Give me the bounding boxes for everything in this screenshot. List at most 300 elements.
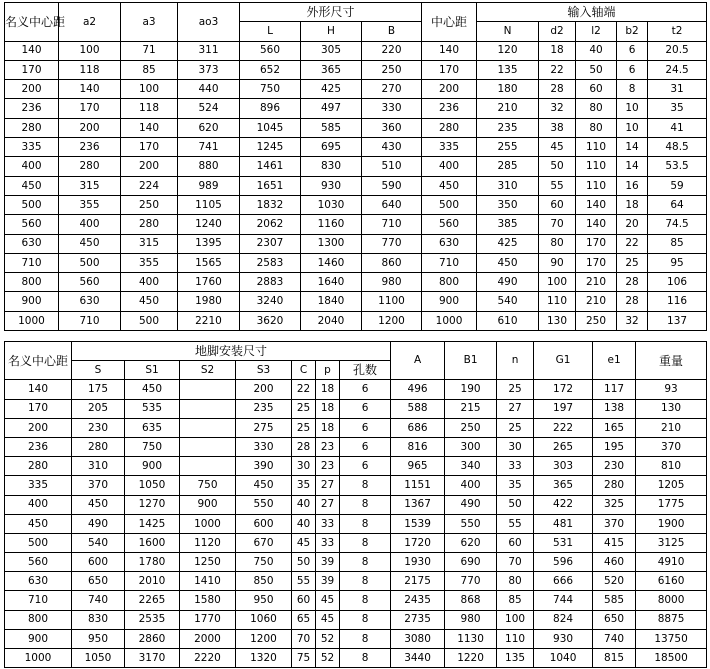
table-cell: 210 [477, 99, 539, 118]
table-cell: 27 [497, 399, 534, 418]
table-cell: 630 [5, 572, 72, 591]
table-cell: 1580 [180, 591, 236, 610]
table-cell: 2000 [180, 629, 236, 648]
table-cell: 170 [5, 60, 59, 79]
table-cell: 900 [125, 457, 180, 476]
table-cell: 235 [236, 399, 292, 418]
table-cell: 400 [121, 273, 178, 292]
table-cell: 1461 [240, 157, 301, 176]
table-cell: 490 [445, 495, 497, 514]
table-cell: 39 [316, 553, 340, 572]
table-row [5, 138, 707, 157]
table-cell: 280 [593, 476, 636, 495]
header-hole-count: 孔数 [340, 361, 391, 380]
table-cell: 255 [477, 138, 539, 157]
table-cell: 65 [292, 610, 316, 629]
table-cell: 8 [340, 591, 391, 610]
table-cell: 365 [301, 60, 362, 79]
table-cell: 1720 [391, 533, 445, 552]
table-row [5, 253, 707, 272]
table-cell: 197 [534, 399, 593, 418]
table-row [5, 476, 707, 495]
table-cell: 2883 [240, 273, 301, 292]
table-cell: 868 [445, 591, 497, 610]
table-cell: 370 [636, 437, 707, 456]
table-cell: 59 [648, 176, 707, 195]
table-cell: 630 [59, 292, 121, 311]
table-cell: 2735 [391, 610, 445, 629]
table-cell: 2265 [125, 591, 180, 610]
table-cell: 650 [593, 610, 636, 629]
table-cell: 70 [539, 215, 576, 234]
table-cell: 118 [121, 99, 178, 118]
table-cell: 8 [340, 629, 391, 648]
table-cell: 1770 [180, 610, 236, 629]
table-cell: 200 [5, 418, 72, 437]
table-cell: 1160 [301, 215, 362, 234]
table-row [5, 399, 707, 418]
table-cell: 8 [340, 649, 391, 668]
table-cell: 640 [362, 195, 422, 214]
header-S1: S1 [125, 361, 180, 380]
table-cell: 425 [301, 80, 362, 99]
table-cell: 18 [316, 418, 340, 437]
table-cell: 135 [497, 649, 534, 668]
table-cell: 2175 [391, 572, 445, 591]
table-cell: 100 [59, 41, 121, 60]
table-cell: 285 [477, 157, 539, 176]
table-cell: 74.5 [648, 215, 707, 234]
header-a2: a2 [59, 3, 121, 42]
table-cell: 80 [497, 572, 534, 591]
table-cell: 400 [5, 157, 59, 176]
table-cell: 33 [497, 457, 534, 476]
table-cell: 110 [576, 138, 617, 157]
table-cell: 360 [362, 118, 422, 137]
table-cell: 3240 [240, 292, 301, 311]
table-cell: 550 [445, 514, 497, 533]
table-cell: 400 [445, 476, 497, 495]
outline-table-body [5, 41, 707, 330]
table-cell: 422 [534, 495, 593, 514]
table-cell: 110 [576, 176, 617, 195]
table-cell: 400 [422, 157, 477, 176]
header-S3: S3 [236, 361, 292, 380]
table-cell: 610 [477, 311, 539, 330]
table-cell: 110 [539, 292, 576, 311]
table-cell: 585 [593, 591, 636, 610]
table-cell: 496 [391, 380, 445, 399]
table-cell: 140 [5, 41, 59, 60]
table-row [5, 41, 707, 60]
table-cell: 85 [648, 234, 707, 253]
table-cell: 27 [316, 495, 340, 514]
table-cell: 1050 [125, 476, 180, 495]
table-cell: 1240 [178, 215, 240, 234]
table-cell: 670 [236, 533, 292, 552]
table-cell: 1780 [125, 553, 180, 572]
table-cell: 1410 [180, 572, 236, 591]
table-cell: 195 [593, 437, 636, 456]
table-cell: 490 [72, 514, 125, 533]
table-cell: 900 [422, 292, 477, 311]
table-cell: 110 [576, 157, 617, 176]
table-cell: 500 [59, 253, 121, 272]
table-cell: 305 [301, 41, 362, 60]
table-cell: 800 [5, 273, 59, 292]
table-cell: 130 [636, 399, 707, 418]
table-cell: 450 [5, 176, 59, 195]
table-cell: 2535 [125, 610, 180, 629]
table-cell: 950 [72, 629, 125, 648]
table-cell: 1425 [125, 514, 180, 533]
table-cell: 14 [617, 138, 648, 157]
table-cell: 28 [617, 273, 648, 292]
table-row [5, 629, 707, 648]
table-cell: 116 [648, 292, 707, 311]
table-cell: 3440 [391, 649, 445, 668]
table-cell: 2860 [125, 629, 180, 648]
table-cell: 18 [316, 380, 340, 399]
table-cell: 25 [292, 418, 316, 437]
table-cell: 200 [121, 157, 178, 176]
table-cell: 8 [340, 495, 391, 514]
table-cell: 900 [5, 629, 72, 648]
table-cell: 500 [5, 195, 59, 214]
header-S2: S2 [180, 361, 236, 380]
table-cell: 140 [422, 41, 477, 60]
table-cell: 630 [422, 234, 477, 253]
table-cell: 355 [121, 253, 178, 272]
table-cell: 80 [576, 118, 617, 137]
table-cell: 8 [617, 80, 648, 99]
table-cell: 110 [497, 629, 534, 648]
table-cell: 13750 [636, 629, 707, 648]
table-cell: 236 [5, 437, 72, 456]
table-cell: 230 [593, 457, 636, 476]
table-cell: 20.5 [648, 41, 707, 60]
table-cell: 100 [497, 610, 534, 629]
table-cell: 60 [539, 195, 576, 214]
table-cell: 45 [539, 138, 576, 157]
table-cell: 800 [5, 610, 72, 629]
header-weight: 重量 [636, 342, 707, 380]
table-cell: 200 [5, 80, 59, 99]
table-row [5, 292, 707, 311]
table-cell: 45 [316, 610, 340, 629]
table-cell: 172 [534, 380, 593, 399]
table-cell: 1300 [301, 234, 362, 253]
table-cell: 666 [534, 572, 593, 591]
table-cell: 45 [316, 591, 340, 610]
table-cell: 311 [178, 41, 240, 60]
table-cell: 450 [121, 292, 178, 311]
table-cell: 930 [534, 629, 593, 648]
table-cell: 980 [445, 610, 497, 629]
table-cell: 310 [477, 176, 539, 195]
table-cell: 2010 [125, 572, 180, 591]
table-cell: 140 [576, 215, 617, 234]
table-cell: 750 [236, 553, 292, 572]
table-cell: 2435 [391, 591, 445, 610]
table-cell: 330 [236, 437, 292, 456]
table-cell: 250 [576, 311, 617, 330]
table-cell: 690 [445, 553, 497, 572]
table-cell: 524 [178, 99, 240, 118]
table-cell: 1205 [636, 476, 707, 495]
header-S: S [72, 361, 125, 380]
table-cell: 1395 [178, 234, 240, 253]
table-cell: 481 [534, 514, 593, 533]
table-cell: 60 [497, 533, 534, 552]
table-cell: 531 [534, 533, 593, 552]
table-cell: 300 [445, 437, 497, 456]
table-row [5, 572, 707, 591]
table-cell: 55 [292, 572, 316, 591]
table-cell: 710 [422, 253, 477, 272]
table-cell: 450 [5, 514, 72, 533]
table-cell: 710 [362, 215, 422, 234]
table-cell: 8 [340, 514, 391, 533]
table-cell: 1105 [178, 195, 240, 214]
table-cell: 600 [72, 553, 125, 572]
table-cell: 3080 [391, 629, 445, 648]
table-header-row [5, 342, 707, 361]
table-cell: 8 [340, 553, 391, 572]
table-cell: 32 [539, 99, 576, 118]
table-cell: 600 [236, 514, 292, 533]
table-cell: 1120 [180, 533, 236, 552]
table-row [5, 215, 707, 234]
table-cell: 880 [178, 157, 240, 176]
table-cell: 1060 [236, 610, 292, 629]
table-cell: 222 [534, 418, 593, 437]
table-cell: 824 [534, 610, 593, 629]
table-cell: 30 [292, 457, 316, 476]
table-cell: 896 [240, 99, 301, 118]
table-cell: 710 [59, 311, 121, 330]
table-cell: 1250 [180, 553, 236, 572]
table-cell: 385 [477, 215, 539, 234]
table-cell: 355 [59, 195, 121, 214]
table-cell: 50 [576, 60, 617, 79]
table-row [5, 553, 707, 572]
table-cell: 330 [362, 99, 422, 118]
table-cell: 750 [180, 476, 236, 495]
table-cell: 175 [72, 380, 125, 399]
table-row [5, 514, 707, 533]
table-cell: 450 [59, 234, 121, 253]
table-cell: 236 [422, 99, 477, 118]
table-cell: 22 [617, 234, 648, 253]
table-cell: 400 [5, 495, 72, 514]
table-cell: 33 [316, 514, 340, 533]
table-cell: 989 [178, 176, 240, 195]
table-cell: 50 [292, 553, 316, 572]
header-e1: e1 [593, 342, 636, 380]
table-cell: 95 [648, 253, 707, 272]
table-cell: 210 [636, 418, 707, 437]
table-cell: 45 [292, 533, 316, 552]
table-cell: 25 [617, 253, 648, 272]
table-row [5, 457, 707, 476]
table-cell: 1200 [236, 629, 292, 648]
table-cell: 10 [617, 118, 648, 137]
table-cell: 1245 [240, 138, 301, 157]
table-cell: 325 [593, 495, 636, 514]
table-cell: 41 [648, 118, 707, 137]
table-cell: 27 [316, 476, 340, 495]
table-cell: 22 [292, 380, 316, 399]
table-cell: 200 [422, 80, 477, 99]
table-cell: 744 [534, 591, 593, 610]
table-cell: 140 [59, 80, 121, 99]
table-cell: 450 [72, 495, 125, 514]
table-cell: 2583 [240, 253, 301, 272]
table-cell: 816 [391, 437, 445, 456]
table-cell: 930 [301, 176, 362, 195]
table-cell: 18 [539, 41, 576, 60]
table-row [5, 610, 707, 629]
table-cell: 6 [617, 60, 648, 79]
table-cell: 8 [340, 610, 391, 629]
table-cell: 16 [617, 176, 648, 195]
table-cell: 200 [59, 118, 121, 137]
table-cell: 1045 [240, 118, 301, 137]
table-row [5, 273, 707, 292]
table-row [5, 99, 707, 118]
table-cell: 695 [301, 138, 362, 157]
table-cell: 315 [59, 176, 121, 195]
table-cell: 215 [445, 399, 497, 418]
table-cell [180, 457, 236, 476]
table-cell: 3125 [636, 533, 707, 552]
table-cell: 22 [539, 60, 576, 79]
mounting-table-body [5, 380, 707, 668]
table-cell: 1760 [178, 273, 240, 292]
header-A: A [391, 342, 445, 380]
table-cell: 900 [5, 292, 59, 311]
table-row [5, 176, 707, 195]
table-cell: 1367 [391, 495, 445, 514]
header-G1: G1 [534, 342, 593, 380]
table-cell: 6160 [636, 572, 707, 591]
table-cell: 390 [236, 457, 292, 476]
table-cell: 540 [477, 292, 539, 311]
table-cell: 500 [121, 311, 178, 330]
table-cell: 860 [362, 253, 422, 272]
outline-dimensions-table [4, 2, 707, 331]
table-cell: 8 [340, 533, 391, 552]
table-cell: 1220 [445, 649, 497, 668]
table-cell: 80 [539, 234, 576, 253]
table-cell: 236 [5, 99, 59, 118]
header-outline-group: 外形尺寸 [240, 3, 422, 22]
table-cell: 450 [125, 380, 180, 399]
header-N: N [477, 22, 539, 41]
table-cell: 815 [593, 649, 636, 668]
table-cell: 280 [121, 215, 178, 234]
table-cell: 965 [391, 457, 445, 476]
table-cell: 585 [301, 118, 362, 137]
table-cell: 415 [593, 533, 636, 552]
table-cell: 165 [593, 418, 636, 437]
table-cell: 315 [121, 234, 178, 253]
table-cell: 170 [59, 99, 121, 118]
table-cell: 23 [316, 457, 340, 476]
table-cell: 340 [445, 457, 497, 476]
table-cell: 430 [362, 138, 422, 157]
table-cell: 106 [648, 273, 707, 292]
table-cell: 370 [593, 514, 636, 533]
table-cell: 32 [617, 311, 648, 330]
table-row [5, 437, 707, 456]
table-cell: 770 [362, 234, 422, 253]
table-row [5, 380, 707, 399]
table-cell: 1000 [5, 649, 72, 668]
table-cell: 1460 [301, 253, 362, 272]
header-center-distance-short: 中心距 [422, 3, 477, 42]
table-cell: 138 [593, 399, 636, 418]
table-cell: 35 [292, 476, 316, 495]
table-cell: 10 [617, 99, 648, 118]
table-cell: 48.5 [648, 138, 707, 157]
table-cell: 118 [59, 60, 121, 79]
table-cell: 540 [72, 533, 125, 552]
table-row [5, 195, 707, 214]
table-cell: 140 [576, 195, 617, 214]
table-cell: 265 [534, 437, 593, 456]
table-cell: 100 [121, 80, 178, 99]
table-cell: 100 [539, 273, 576, 292]
table-cell: 1600 [125, 533, 180, 552]
table-row [5, 533, 707, 552]
header-p: p [316, 361, 340, 380]
table-cell: 90 [539, 253, 576, 272]
table-cell: 6 [340, 418, 391, 437]
table-cell: 14 [617, 157, 648, 176]
table-cell: 1840 [301, 292, 362, 311]
table-cell: 550 [236, 495, 292, 514]
table-cell: 130 [539, 311, 576, 330]
table-cell: 1050 [72, 649, 125, 668]
header-l2: l2 [576, 22, 617, 41]
table-cell: 170 [121, 138, 178, 157]
table-cell: 28 [617, 292, 648, 311]
table-cell: 235 [477, 118, 539, 137]
table-cell: 3620 [240, 311, 301, 330]
table-cell: 2040 [301, 311, 362, 330]
header-b2: b2 [617, 22, 648, 41]
header-B1: B1 [445, 342, 497, 380]
table-cell: 303 [534, 457, 593, 476]
header-H: H [301, 22, 362, 41]
table-cell: 220 [362, 41, 422, 60]
table-cell: 280 [5, 457, 72, 476]
table-cell: 24.5 [648, 60, 707, 79]
table-row [5, 311, 707, 330]
table-cell: 70 [292, 629, 316, 648]
table-cell: 60 [292, 591, 316, 610]
table-cell: 560 [5, 553, 72, 572]
table-cell: 236 [59, 138, 121, 157]
header-ao3: ao3 [178, 3, 240, 42]
table-header-row [5, 3, 707, 22]
table-cell: 596 [534, 553, 593, 572]
table-cell: 18500 [636, 649, 707, 668]
table-cell: 2210 [178, 311, 240, 330]
table-row [5, 495, 707, 514]
